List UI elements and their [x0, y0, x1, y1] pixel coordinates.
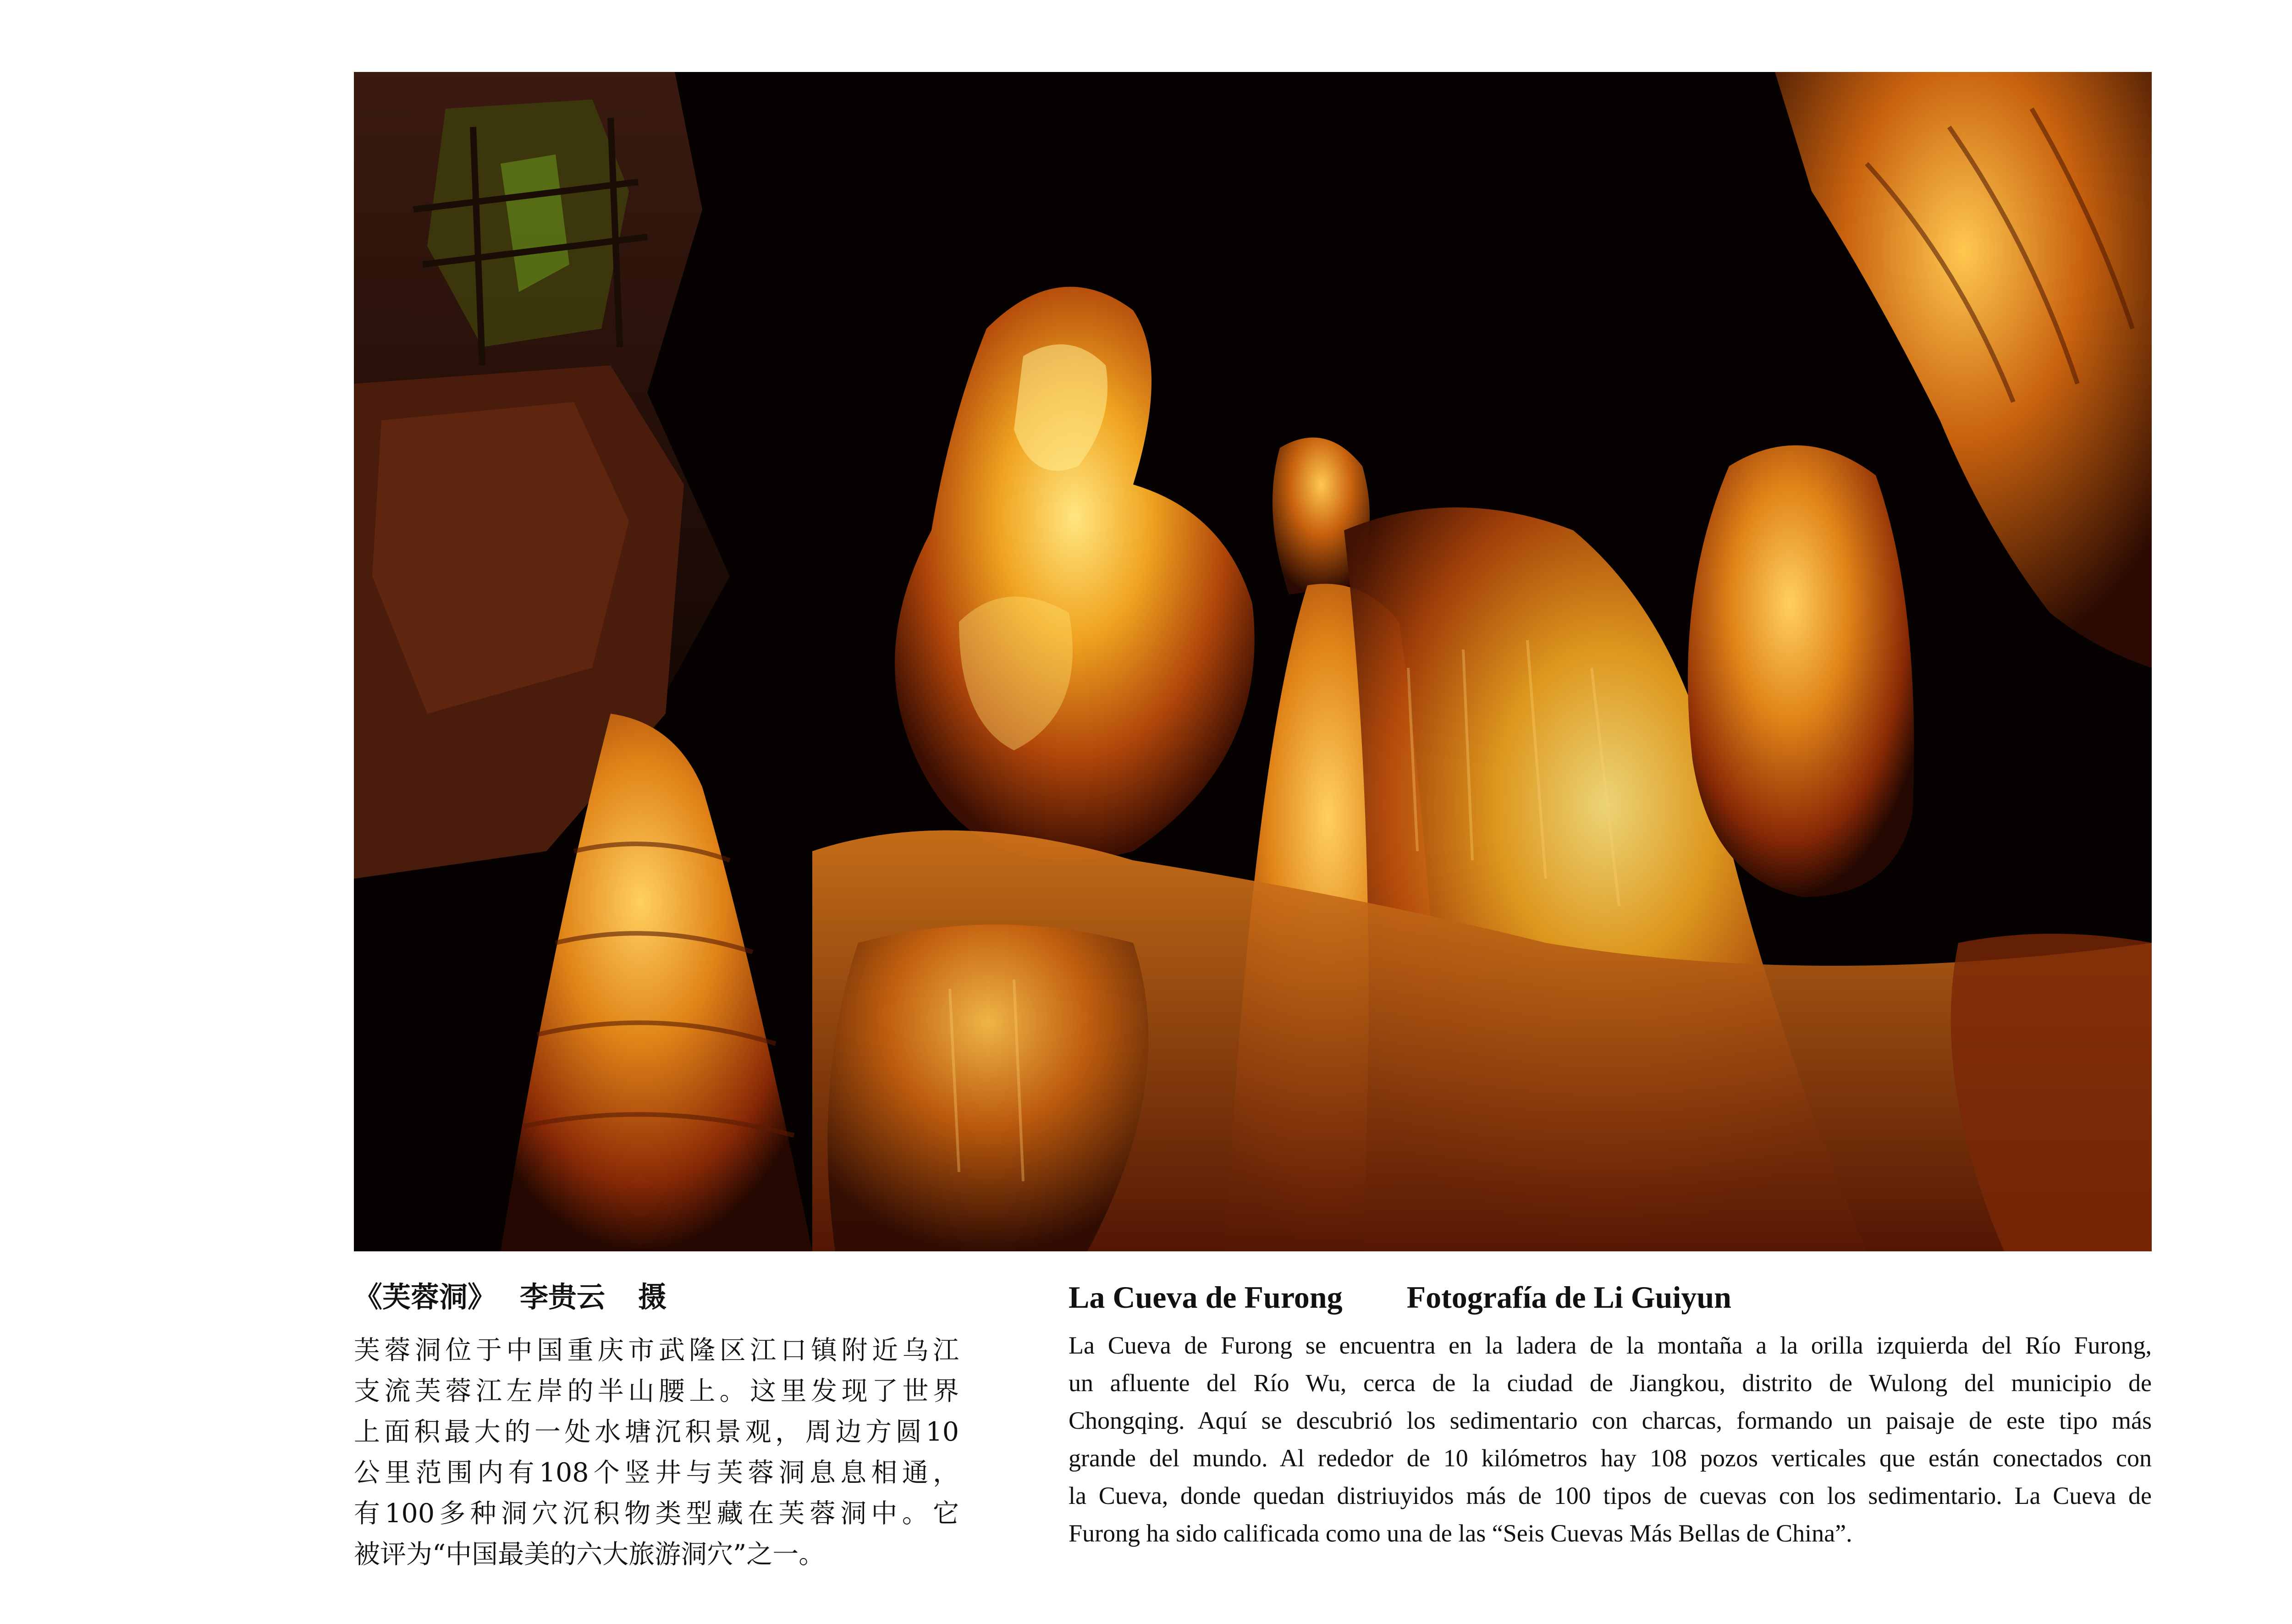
- chinese-author: 李贵云: [520, 1280, 606, 1314]
- spanish-body-line: La Cueva de Furong se encuentra en la ladera de la montaña a la orilla izquierda del Río Furong,: [1069, 1332, 2152, 1359]
- chinese-body-line: 支流芙蓉江左岸的半山腰上。这里发现了世界: [354, 1376, 959, 1406]
- spanish-caption: [1069, 1279, 2152, 1552]
- cave-photograph: [354, 72, 2152, 1251]
- spanish-caption-body: [1069, 1327, 2152, 1552]
- chinese-body-line: 芙蓉洞位于中国重庆市武隆区江口镇附近乌江: [354, 1335, 959, 1365]
- chinese-caption-body: [354, 1330, 959, 1575]
- spanish-caption-title: [1069, 1279, 2152, 1316]
- chinese-caption: [354, 1279, 959, 1575]
- spanish-body-line: grande del mundo. Al rededor de 10 kilómetros hay 108 pozos verticales que están conectados con: [1069, 1444, 2152, 1472]
- spanish-body-line: Furong ha sido calificada como una de las “Seis Cuevas Más Bellas de China”.: [1069, 1519, 1852, 1547]
- chinese-body-line: 公里范围内有108个竖井与芙蓉洞息息相通，: [354, 1458, 959, 1488]
- spanish-title: La Cueva de Furong: [1069, 1280, 1343, 1315]
- spanish-body-line: un afluente del Río Wu, cerca de la ciudad de Jiangkou, distrito de Wulong del municipio de: [1069, 1369, 2152, 1397]
- chinese-title: 《芙蓉洞》: [354, 1280, 496, 1314]
- chinese-body-line: 被评为“中国最美的六大旅游洞穴”之一。: [354, 1539, 825, 1569]
- chinese-photo-verb: 摄: [638, 1280, 667, 1314]
- chinese-body-line: 上面积最大的一处水塘沉积景观，周边方圆10: [354, 1417, 959, 1447]
- spanish-body-line: la Cueva, donde quedan distriuyidos más de 100 tipos de cuevas con los sedimentario. La Cueva de: [1069, 1482, 2152, 1509]
- chinese-body-line: 有100多种洞穴沉积物类型藏在芙蓉洞中。它: [354, 1498, 959, 1529]
- spanish-body-line: Chongqing. Aquí se descubrió los sedimentario con charcas, formando un paisaje de este tipo más: [1069, 1407, 2152, 1434]
- cave-photo-illustration: [354, 72, 2152, 1251]
- chinese-caption-title: [354, 1279, 959, 1316]
- spanish-photo-credit: Fotografía de Li Guiyun: [1406, 1280, 1731, 1315]
